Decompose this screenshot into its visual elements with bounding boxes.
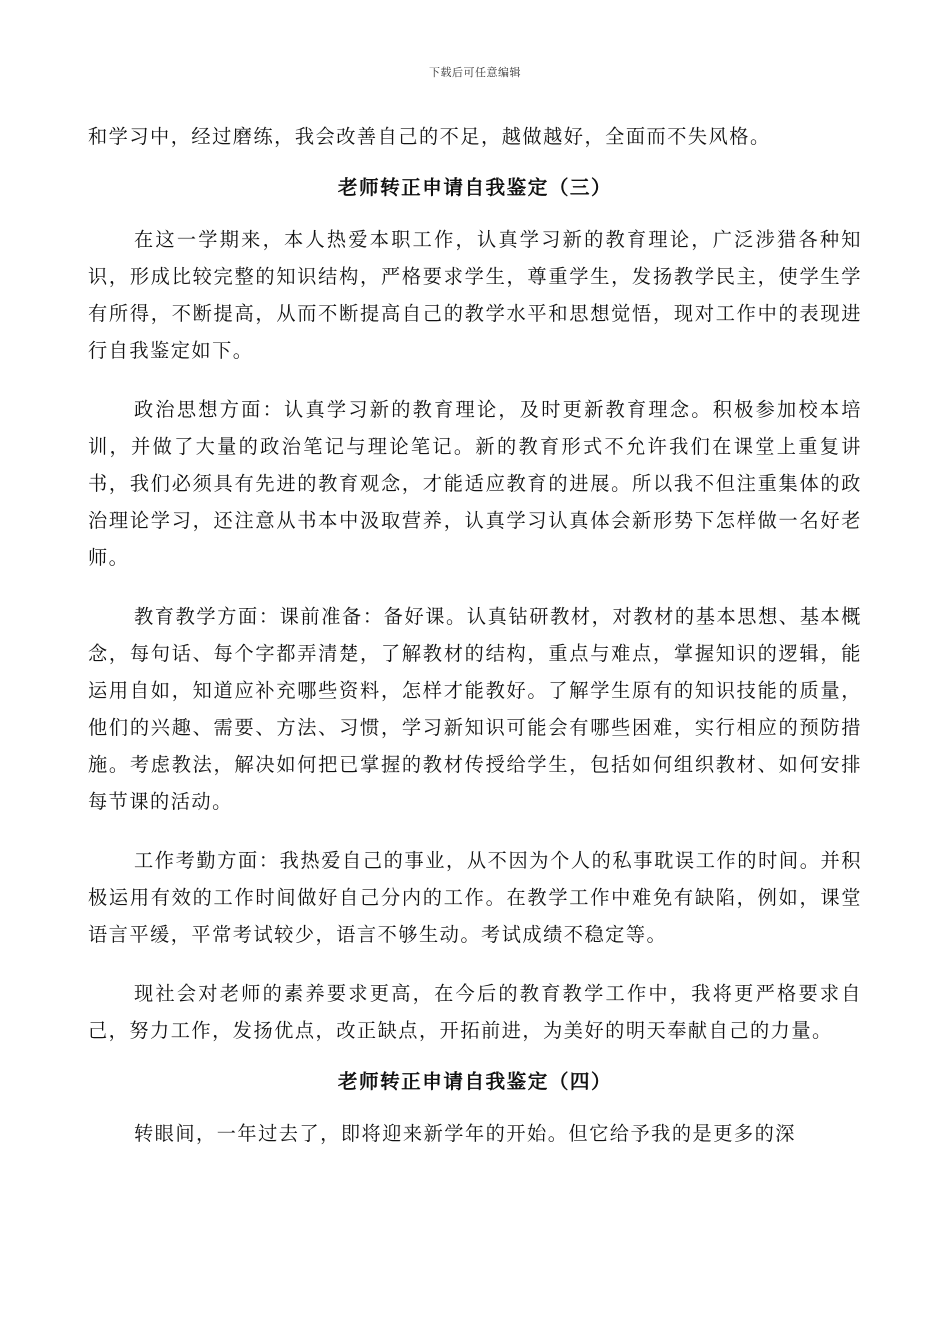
paragraph-intro: 在这一学期来，本人热爱本职工作，认真学习新的教育理论，广泛涉猎各种知识，形成比较完整的知识结构，严格要求学生，尊重学生，发扬教学民主，使学生学有所得，不断提高，从而不断提高自己的教学水平和思想觉悟，现对工作中的表现进行自我鉴定如下。 <box>88 228 862 362</box>
paragraph-attendance: 工作考勤方面：我热爱自己的事业，从不因为个人的私事耽误工作的时间。并积极运用有效的工作时间做好自己分内的工作。在教学工作中难免有缺陷，例如，课堂语言平缓，平常考试较少，语言不够生动。考试成绩不稳定等。 <box>88 849 862 946</box>
paragraph-opening: 转眼间，一年过去了，即将迎来新学年的开始。但它给予我的是更多的深 <box>134 1122 796 1145</box>
paragraph-outlook: 现社会对老师的素养要求更高，在今后的教育教学工作中，我将更严格要求自己，努力工作，发扬优点，改正缺点，开拓前进，为美好的明天奉献自己的力量。 <box>88 982 862 1042</box>
section-heading-3: 老师转正申请自我鉴定（三） <box>337 176 613 199</box>
paragraph-political: 政治思想方面：认真学习新的教育理论，及时更新教育理念。积极参加校本培训，并做了大量的政治笔记与理论笔记。新的教育形式不允许我们在课堂上重复讲书，我们必须具有先进的教育观念，才能适应教育的进展。所以我不但注重集体的政治理论学习，还注意从书本中汲取营养，认真学习认真体会新形势下怎样做一名好老师。 <box>88 398 862 569</box>
header-note: 下载后可任意编辑 <box>429 66 521 79</box>
paragraph-continuation: 和学习中，经过磨练，我会改善自己的不足，越做越好，全面而不失风格。 <box>88 125 771 148</box>
document-body <box>88 118 862 1152</box>
paragraph-teaching: 教育教学方面：课前准备：备好课。认真钻研教材，对教材的基本思想、基本概念，每句话、每个字都弄清楚，了解教材的结构，重点与难点，掌握知识的逻辑，能运用自如，知道应补充哪些资料，怎样才能教好。了解学生原有的知识技能的质量，他们的兴趣、需要、方法、习惯，学习新知识可能会有哪些困难，实行相应的预防措施。考虑教法，解决如何把已掌握的教材传授给学生，包括如何组织教材、如何安排每节课的活动。 <box>88 605 862 813</box>
section-heading-4: 老师转正申请自我鉴定（四） <box>337 1070 613 1093</box>
